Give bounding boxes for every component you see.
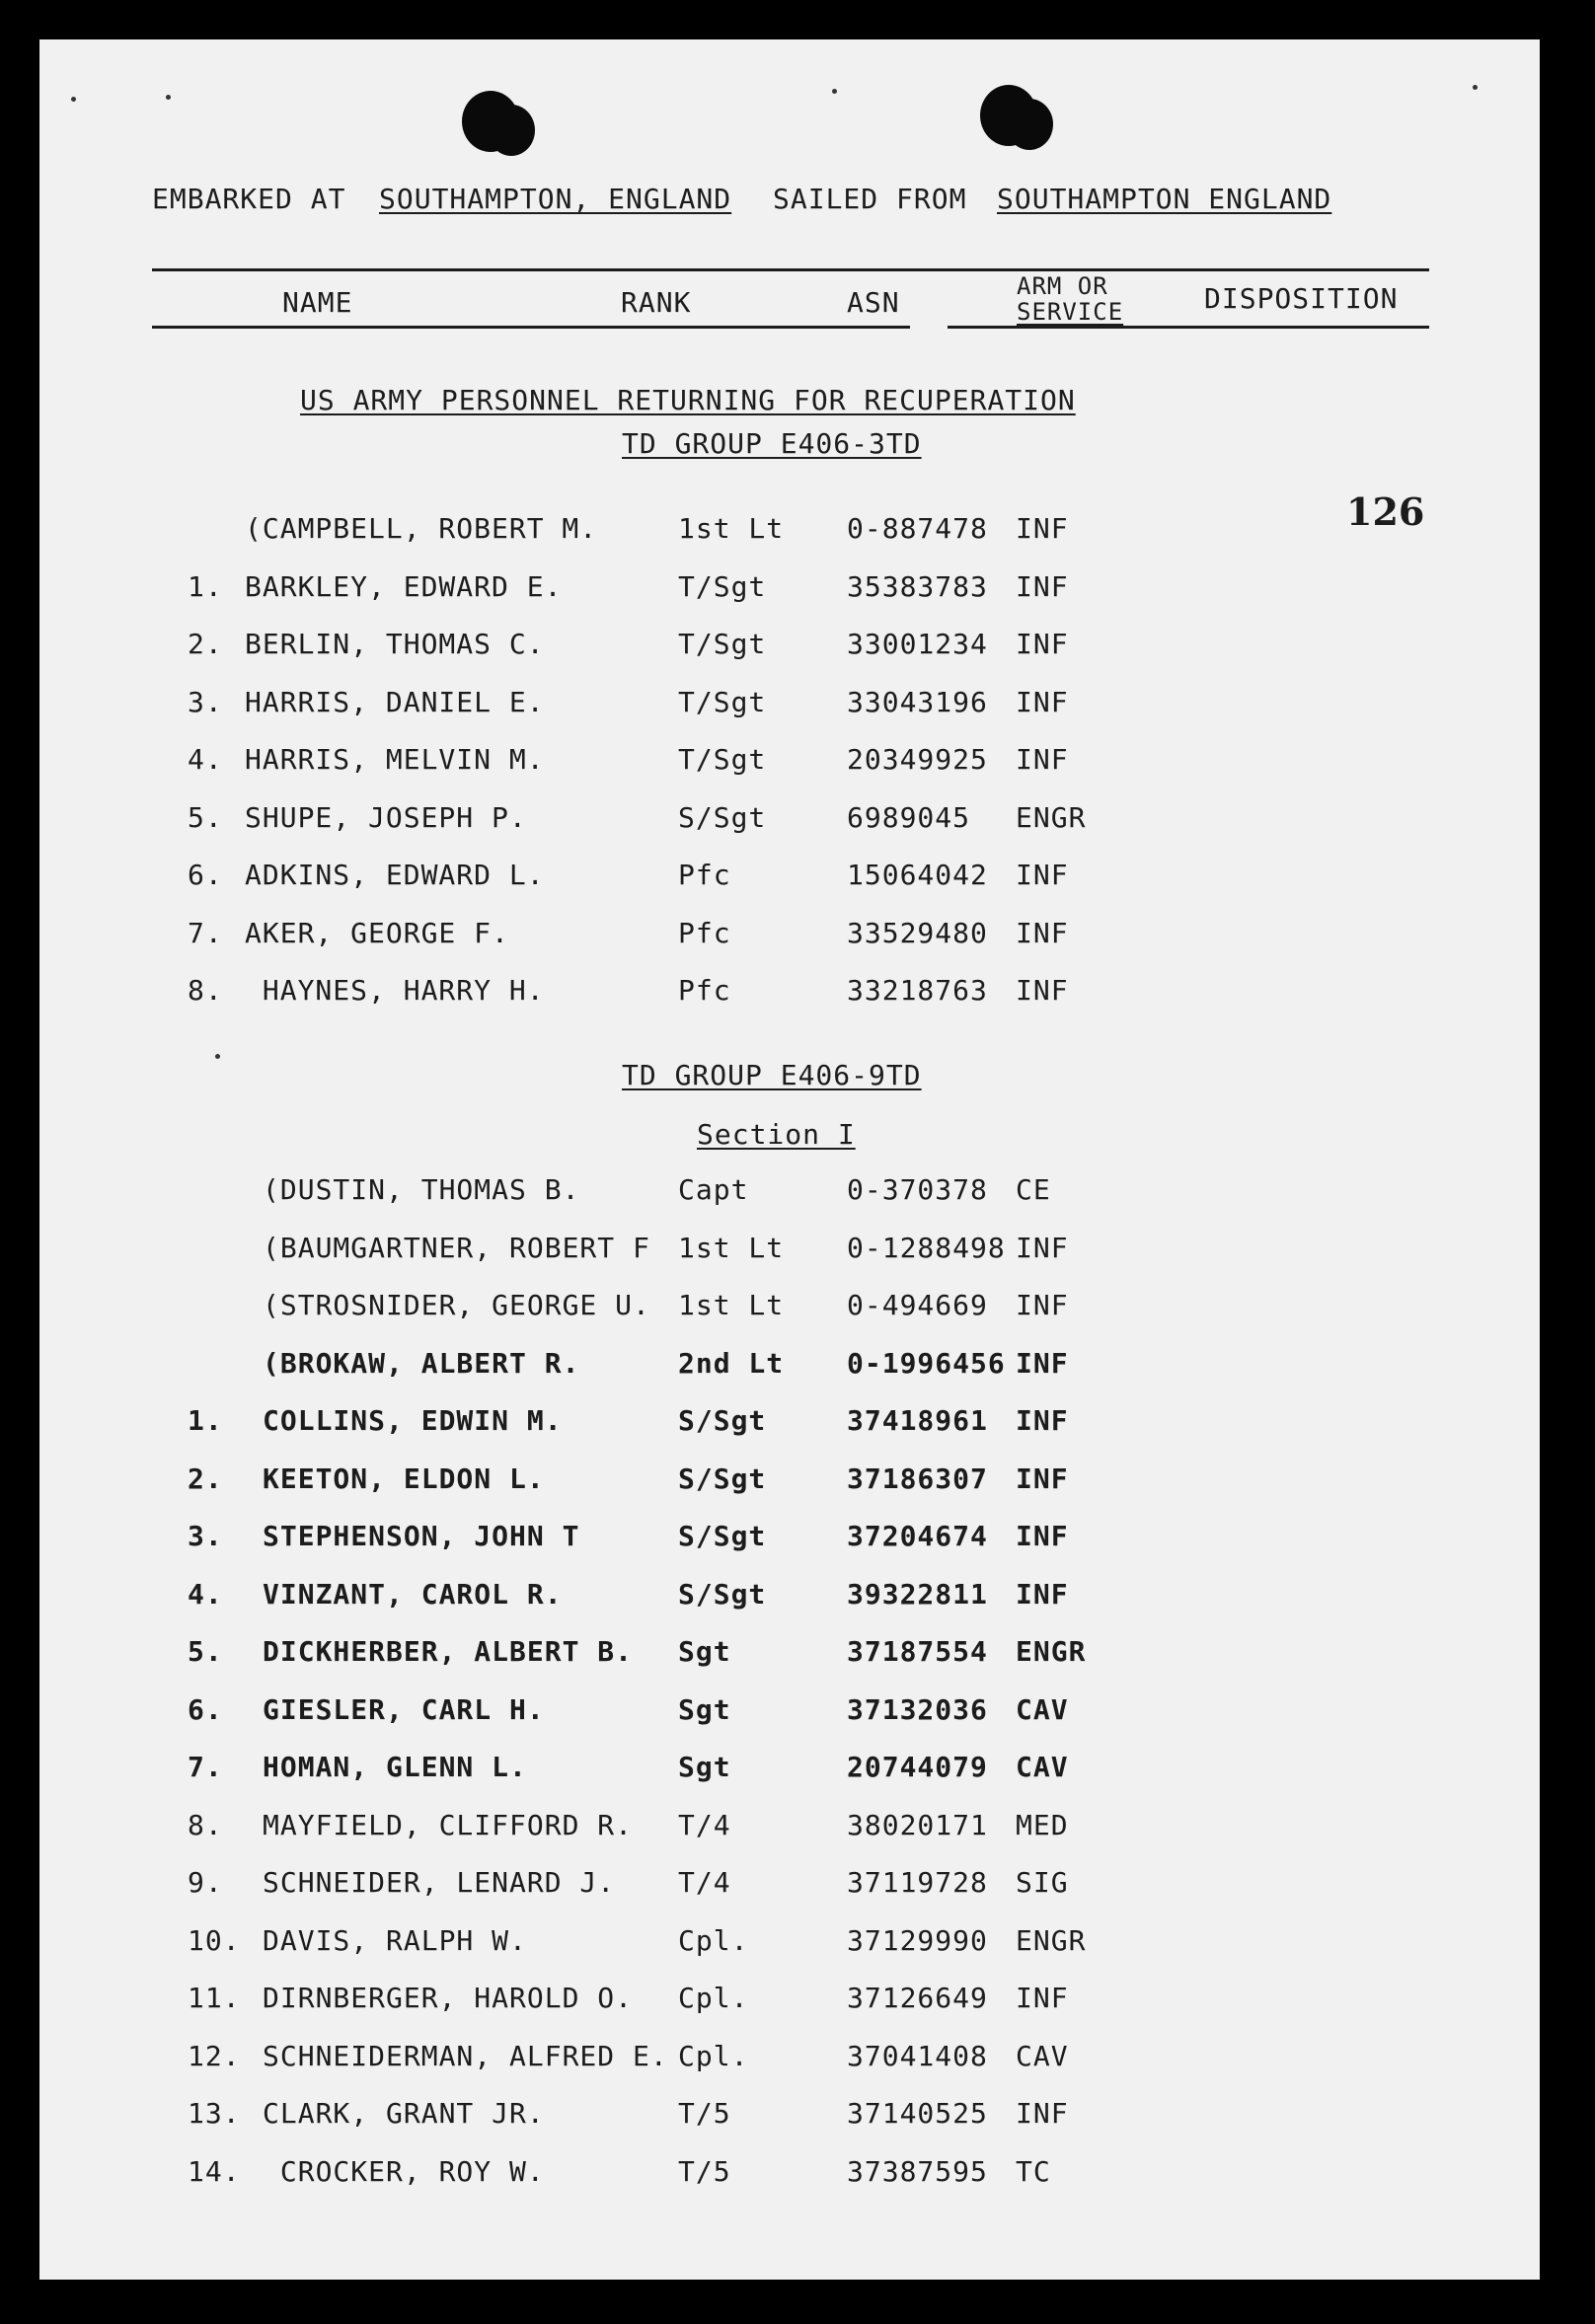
roster-name: STEPHENSON, JOHN T xyxy=(263,1520,580,1552)
roster-asn: 33218763 xyxy=(847,974,988,1007)
roster-asn: 33529480 xyxy=(847,916,988,949)
roster-name: (BAUMGARTNER, ROBERT F xyxy=(263,1231,650,1264)
punch-hole-right xyxy=(980,85,1037,146)
roster-rank: 1st Lt xyxy=(678,1231,785,1264)
roster-arm: INF xyxy=(1016,685,1069,718)
roster-rank: T/Sgt xyxy=(678,685,767,718)
punch-hole-left xyxy=(462,91,519,152)
roster-num: 9. xyxy=(188,1866,223,1899)
roster-num: 7. xyxy=(188,916,223,949)
roster-rank: Pfc xyxy=(678,974,731,1007)
roster-rank: Pfc xyxy=(678,859,731,891)
roster-arm: INF xyxy=(1016,1982,1069,2014)
group1-title: US ARMY PERSONNEL RETURNING FOR RECUPERATION xyxy=(300,384,1076,416)
roster-arm: INF xyxy=(1016,2097,1069,2130)
roster-num: 12. xyxy=(188,2039,241,2072)
column-name: NAME xyxy=(282,286,353,319)
roster-rank: Sgt xyxy=(678,1635,731,1668)
roster-rank: S/Sgt xyxy=(678,1404,767,1437)
roster-name: HOMAN, GLENN L. xyxy=(263,1751,527,1783)
group1-subtitle: TD GROUP E406-3TD xyxy=(622,427,922,460)
roster-arm: INF xyxy=(1016,628,1069,660)
roster-asn: 37387595 xyxy=(847,2154,988,2188)
roster-name: BERLIN, THOMAS C. xyxy=(245,628,545,660)
roster-name: MAYFIELD, CLIFFORD R. xyxy=(263,1808,634,1841)
roster-asn: 0-494669 xyxy=(847,1289,988,1321)
speck xyxy=(166,95,171,100)
roster-rank: S/Sgt xyxy=(678,1462,767,1495)
header-rule-bottom-right xyxy=(948,326,1429,329)
roster-asn: 37132036 xyxy=(847,1692,988,1726)
roster-rank: T/4 xyxy=(678,1808,731,1841)
roster-asn: 37119728 xyxy=(847,1866,988,1899)
roster-arm: INF xyxy=(1016,743,1069,776)
roster-arm: SIG xyxy=(1016,1866,1069,1899)
roster-name: SCHNEIDERMAN, ALFRED E. xyxy=(263,2039,668,2072)
roster-num: 8. xyxy=(188,1808,223,1841)
column-asn: ASN xyxy=(847,286,900,319)
roster-num: 3. xyxy=(188,685,223,718)
sailed-place: SOUTHAMPTON ENGLAND xyxy=(997,183,1332,215)
roster-name: HAYNES, HARRY H. xyxy=(245,974,545,1007)
roster-arm: CAV xyxy=(1016,1751,1069,1783)
roster-name: GIESLER, CARL H. xyxy=(263,1692,545,1726)
roster-rank: 1st Lt xyxy=(678,1289,785,1321)
roster-rank: T/Sgt xyxy=(678,743,767,776)
roster-asn: 37126649 xyxy=(847,1982,988,2014)
roster-arm: ENGR xyxy=(1016,800,1087,834)
roster-rank: Sgt xyxy=(678,1692,731,1726)
roster-name: (CAMPBELL, ROBERT M. xyxy=(245,512,598,545)
roster-rank: Sgt xyxy=(678,1751,731,1783)
roster-num: 6. xyxy=(188,1692,223,1726)
roster-rank: 2nd Lt xyxy=(678,1346,785,1380)
roster-rank: 1st Lt xyxy=(678,512,785,545)
roster-arm: INF xyxy=(1016,1346,1069,1380)
roster-rank: S/Sgt xyxy=(678,1520,767,1552)
roster-asn: 37140525 xyxy=(847,2097,988,2130)
roster-num: 1. xyxy=(188,1404,223,1437)
roster-num: 11. xyxy=(188,1982,241,2014)
roster-rank: Pfc xyxy=(678,916,731,949)
roster-arm: CE xyxy=(1016,1173,1051,1206)
roster-rank: Cpl. xyxy=(678,2039,749,2072)
roster-asn: 37186307 xyxy=(847,1462,988,1495)
roster-num: 1. xyxy=(188,569,223,603)
roster-arm: TC xyxy=(1016,2154,1051,2188)
roster-arm: INF xyxy=(1016,1520,1069,1552)
roster-name: DIRNBERGER, HAROLD O. xyxy=(263,1982,634,2014)
roster-asn: 38020171 xyxy=(847,1808,988,1841)
roster-asn: 33043196 xyxy=(847,685,988,718)
roster-asn: 37418961 xyxy=(847,1404,988,1437)
header-rule-bottom xyxy=(152,326,910,329)
roster-num: 13. xyxy=(188,2097,241,2130)
column-arm-line2: SERVICE xyxy=(1017,298,1124,326)
roster-name: HARRIS, MELVIN M. xyxy=(245,743,545,776)
roster-arm: INF xyxy=(1016,1231,1069,1264)
roster-name: SHUPE, JOSEPH P. xyxy=(245,800,527,834)
roster-name: BARKLEY, EDWARD E. xyxy=(245,569,563,603)
roster-arm: MED xyxy=(1016,1808,1069,1841)
sailed-label: SAILED FROM xyxy=(773,183,967,215)
roster-arm: INF xyxy=(1016,916,1069,949)
roster-arm: INF xyxy=(1016,974,1069,1007)
roster-name: DICKHERBER, ALBERT B. xyxy=(263,1635,634,1668)
roster-arm: INF xyxy=(1016,1577,1069,1611)
roster-num: 10. xyxy=(188,1923,241,1957)
header-rule-top xyxy=(152,268,1429,271)
speck xyxy=(215,1054,220,1059)
roster-name: KEETON, ELDON L. xyxy=(263,1462,545,1495)
roster-rank: T/4 xyxy=(678,1866,731,1899)
roster-asn: 0-1288498 xyxy=(847,1231,1006,1264)
speck xyxy=(71,97,76,102)
roster-name: (STROSNIDER, GEORGE U. xyxy=(263,1289,650,1321)
roster-rank: S/Sgt xyxy=(678,1577,767,1611)
roster-num: 5. xyxy=(188,800,223,834)
roster-arm: INF xyxy=(1016,512,1069,545)
embarked-place: SOUTHAMPTON, ENGLAND xyxy=(379,183,732,215)
roster-rank: Capt xyxy=(678,1173,749,1206)
roster-arm: ENGR xyxy=(1016,1635,1087,1668)
roster-arm: INF xyxy=(1016,569,1069,603)
roster-name: CROCKER, ROY W. xyxy=(263,2154,545,2188)
roster-name: CLARK, GRANT JR. xyxy=(263,2097,545,2130)
roster-num: 7. xyxy=(188,1751,223,1783)
roster-arm: INF xyxy=(1016,1462,1069,1495)
roster-asn: 0-1996456 xyxy=(847,1346,1006,1380)
roster-rank: T/5 xyxy=(678,2097,731,2130)
roster-rank: T/5 xyxy=(678,2154,731,2188)
speck xyxy=(1473,85,1478,90)
roster-num: 5. xyxy=(188,1635,223,1668)
roster-asn: 37187554 xyxy=(847,1635,988,1668)
roster-asn: 39322811 xyxy=(847,1577,988,1611)
roster-name: COLLINS, EDWIN M. xyxy=(263,1404,563,1437)
roster-num: 2. xyxy=(188,628,223,660)
roster-name: (DUSTIN, THOMAS B. xyxy=(263,1173,580,1206)
roster-arm: INF xyxy=(1016,1404,1069,1437)
speck xyxy=(832,89,837,94)
roster-asn: 0-887478 xyxy=(847,512,988,545)
roster-num: 4. xyxy=(188,1577,223,1611)
roster-num: 14. xyxy=(188,2154,241,2188)
roster-rank: Cpl. xyxy=(678,1982,749,2014)
roster-asn: 35383783 xyxy=(847,569,988,603)
roster-asn: 0-370378 xyxy=(847,1173,988,1206)
roster-arm: INF xyxy=(1016,859,1069,891)
roster-arm: ENGR xyxy=(1016,1923,1087,1957)
roster-asn: 37041408 xyxy=(847,2039,988,2072)
roster-name: ADKINS, EDWARD L. xyxy=(245,859,545,891)
roster-arm: CAV xyxy=(1016,1692,1069,1726)
roster-num: 4. xyxy=(188,743,223,776)
group2-title: TD GROUP E406-9TD xyxy=(622,1059,922,1091)
roster-name: DAVIS, RALPH W. xyxy=(263,1923,527,1957)
roster-num: 3. xyxy=(188,1520,223,1552)
roster-asn: 37129990 xyxy=(847,1923,988,1957)
roster-num: 6. xyxy=(188,859,223,891)
roster-asn: 15064042 xyxy=(847,859,988,891)
roster-name: VINZANT, CAROL R. xyxy=(263,1577,563,1611)
roster-rank: T/Sgt xyxy=(678,569,767,603)
group2-section: Section I xyxy=(697,1118,856,1151)
roster-asn: 20744079 xyxy=(847,1751,988,1783)
roster-rank: S/Sgt xyxy=(678,800,767,834)
roster-name: (BROKAW, ALBERT R. xyxy=(263,1346,580,1380)
roster-asn: 37204674 xyxy=(847,1520,988,1552)
roster-arm: CAV xyxy=(1016,2039,1069,2072)
roster-name: AKER, GEORGE F. xyxy=(245,916,509,949)
roster-rank: Cpl. xyxy=(678,1923,749,1957)
roster-name: HARRIS, DANIEL E. xyxy=(245,685,545,718)
column-rank: RANK xyxy=(621,286,692,319)
roster-name: SCHNEIDER, LENARD J. xyxy=(263,1866,616,1899)
embarked-label: EMBARKED AT xyxy=(152,183,346,215)
roster-num: 8. xyxy=(188,974,223,1007)
roster-rank: T/Sgt xyxy=(678,628,767,660)
roster-asn: 20349925 xyxy=(847,743,988,776)
roster-num: 2. xyxy=(188,1462,223,1495)
column-disposition: DISPOSITION xyxy=(1204,282,1399,315)
roster-arm: INF xyxy=(1016,1289,1069,1321)
roster-asn: 6989045 xyxy=(847,800,971,834)
roster-asn: 33001234 xyxy=(847,628,988,660)
page-number: 126 xyxy=(1346,489,1425,534)
column-arm-line1: ARM OR xyxy=(1017,272,1108,300)
